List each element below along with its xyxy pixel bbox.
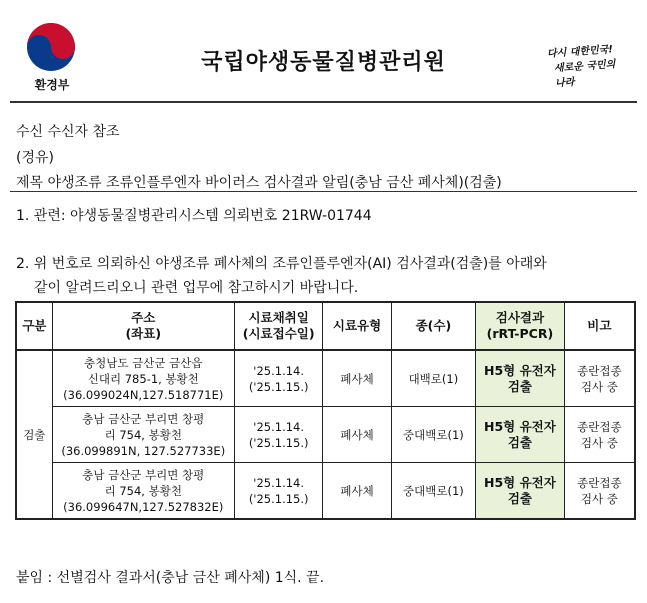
result-line: 검출 xyxy=(507,378,532,394)
collection-date: '25.1.14. xyxy=(253,363,305,378)
header-divider xyxy=(10,101,637,103)
result-table xyxy=(15,301,636,520)
address-line: 충청남도 금산군 금산읍 xyxy=(84,355,203,370)
collection-date: '25.1.14. xyxy=(253,419,305,434)
ministry-name: 환경부 xyxy=(34,78,70,92)
header-result-sub: (rRT-PCR) xyxy=(486,326,554,341)
table-row xyxy=(16,350,635,407)
attachment-line: 붙임 : 선별검사 결과서(충남 금산 폐사체) 1식. 끝. xyxy=(16,570,325,586)
address-line: 충남 금산군 부리면 창평 xyxy=(82,467,205,482)
address-cell xyxy=(52,463,234,520)
table-row xyxy=(16,463,635,520)
slogan-signature xyxy=(547,41,630,91)
sample-cell: 폐사체 xyxy=(323,407,391,463)
header-species: 종(수) xyxy=(391,302,476,350)
note-line: 검사 중 xyxy=(580,491,618,506)
item-2-line-2: 같이 알려드리오니 관련 업무에 참고하시기 바랍니다. xyxy=(34,280,359,296)
item-2-line-1: 2. 위 번호로 의뢰하신 야생조류 폐사체의 조류인플루엔자(AI) 검사결과(검출)를 아래와 xyxy=(16,256,547,272)
header-date-label: 시료채취일 xyxy=(248,310,309,325)
address-line: 리 754, 봉황천 xyxy=(104,483,182,498)
header-date-sub: (시료접수일) xyxy=(242,326,315,341)
note-cell xyxy=(564,407,635,463)
date-cell xyxy=(234,407,323,463)
note-line: 검사 중 xyxy=(580,379,618,394)
result-line: H5형 유전자 xyxy=(484,474,556,490)
note-line: 종란접종 xyxy=(577,475,622,490)
date-cell xyxy=(234,350,323,407)
result-line: H5형 유전자 xyxy=(484,418,556,434)
institution-title: 국립야생동물질병관리원 xyxy=(201,50,446,75)
note-line: 종란접종 xyxy=(577,419,622,434)
result-cell xyxy=(476,407,565,463)
receipt-date: ('25.1.15.) xyxy=(248,491,309,506)
header-address-sub: (좌표) xyxy=(125,326,162,341)
sample-cell: 폐사체 xyxy=(323,463,391,520)
header-result xyxy=(476,302,565,350)
species-cell: 대백로(1) xyxy=(391,350,476,407)
category-cell: 검출 xyxy=(16,350,52,519)
address-line: 리 754, 봉황천 xyxy=(104,427,182,442)
result-line: 검출 xyxy=(507,434,532,450)
note-line: 검사 중 xyxy=(580,435,618,450)
receipt-date: ('25.1.15.) xyxy=(248,379,309,394)
subject-underline xyxy=(10,191,637,192)
note-cell xyxy=(564,463,635,520)
note-cell xyxy=(564,350,635,407)
table-row xyxy=(16,407,635,463)
header-date xyxy=(234,302,323,350)
via-line: (경유) xyxy=(16,150,54,166)
result-cell xyxy=(476,350,565,407)
sample-cell: 폐사체 xyxy=(323,350,391,407)
address-line: 신대리 785-1, 봉황천 xyxy=(87,371,199,386)
address-cell xyxy=(52,407,234,463)
coordinate-line: (36.099024N,127.518771E) xyxy=(63,387,224,402)
table-header-row xyxy=(16,302,635,350)
header-address xyxy=(52,302,234,350)
subject-line: 제목 야생조류 조류인플루엔자 바이러스 검사결과 알림(충남 금산 폐사체)(검출) xyxy=(16,175,502,191)
receipt-date: ('25.1.15.) xyxy=(248,435,309,450)
coordinate-line: (36.099891N, 127.527733E) xyxy=(61,443,226,458)
recipient-line: 수신 수신자 참조 xyxy=(16,124,120,140)
header-address-label: 주소 xyxy=(131,310,156,325)
collection-date: '25.1.14. xyxy=(253,475,305,490)
slogan-line-2: 새로운 국민의 나라 xyxy=(553,59,616,90)
header-note: 비고 xyxy=(564,302,635,350)
address-cell xyxy=(52,350,234,407)
species-cell: 중대백로(1) xyxy=(391,463,476,520)
coordinate-line: (36.099647N,127.527832E) xyxy=(63,499,224,514)
header-result-label: 검사결과 xyxy=(495,310,545,325)
note-line: 종란접종 xyxy=(577,363,622,378)
address-line: 충남 금산군 부리면 창평 xyxy=(82,411,205,426)
header-category: 구분 xyxy=(16,302,52,350)
header-sample-type: 시료유형 xyxy=(323,302,391,350)
species-cell: 중대백로(1) xyxy=(391,407,476,463)
result-cell xyxy=(476,463,565,520)
result-line: H5형 유전자 xyxy=(484,362,556,378)
result-line: 검출 xyxy=(507,490,532,506)
item-1: 1. 관련: 야생동물질병관리시스템 의뢰번호 21RW-01744 xyxy=(16,208,372,224)
slogan-line-1: 다시 대한민국! xyxy=(546,44,614,60)
date-cell xyxy=(234,463,323,520)
